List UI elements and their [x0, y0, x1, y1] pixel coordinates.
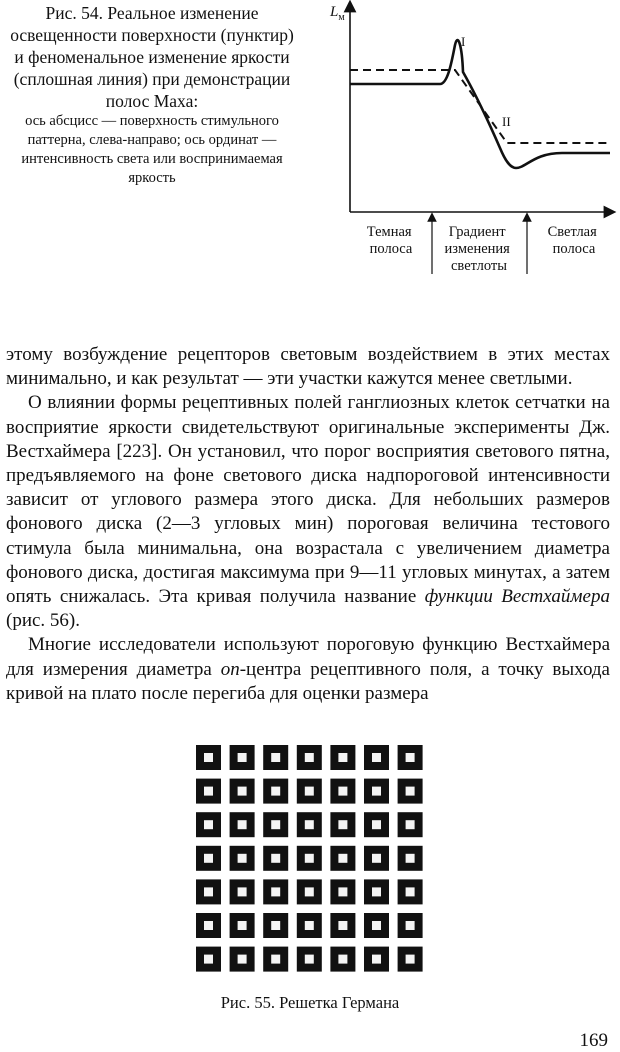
mach-bands-diagram: [300, 0, 620, 285]
grid-square: [263, 779, 288, 804]
y-axis-label: $L_м$: [330, 4, 345, 23]
region-label-dark: Темная полоса: [366, 224, 413, 257]
on-center-term: on: [220, 658, 240, 680]
curve-label-1: I: [461, 34, 466, 49]
grid-square: [230, 812, 255, 837]
westheimer-function-term: функции Вестхаймера: [424, 586, 610, 608]
grid-square: [398, 812, 423, 837]
grid-square: [330, 846, 355, 871]
grid-square: [297, 846, 322, 871]
region-label-gradient: Градиент изменения светлоты: [444, 224, 510, 274]
grid-square: [398, 745, 423, 770]
grid-square: [398, 779, 423, 804]
grid-square: [364, 879, 389, 904]
grid-square: [230, 745, 255, 770]
figure-54-caption-main: Рис. 54. Реальное изменение освещенности поверхности (пунктир) и феноменальное изменение яркости (сплошная линия) при демонстрации полос Маха:: [10, 3, 294, 111]
grid-square: [297, 779, 322, 804]
grid-square: [230, 879, 255, 904]
grid-square: [364, 745, 389, 770]
grid-square: [263, 913, 288, 938]
grid-square: [297, 913, 322, 938]
grid-square: [230, 913, 255, 938]
grid-square: [398, 879, 423, 904]
grid-square: [330, 812, 355, 837]
grid-square: [230, 947, 255, 972]
grid-square: [330, 947, 355, 972]
grid-square: [196, 812, 221, 837]
grid-square: [330, 879, 355, 904]
region-label-light: Светлая полоса: [547, 224, 597, 257]
grid-square: [196, 947, 221, 972]
figure-54-caption-sub: ось абсцисс — поверхность стимульного паттерна, слева-направо; ось ординат — интенсивность света или воспринимаемая яркость: [21, 113, 283, 186]
grid-square: [398, 913, 423, 938]
grid-square: [297, 812, 322, 837]
grid-square: [230, 846, 255, 871]
curve-label-2: II: [502, 114, 511, 129]
grid-square: [297, 879, 322, 904]
grid-square: [364, 846, 389, 871]
grid-square: [263, 812, 288, 837]
grid-square: [364, 913, 389, 938]
page-number: 169: [579, 1030, 608, 1051]
grid-square: [364, 812, 389, 837]
paragraph-2: О влиянии формы рецептивных полей ганглиозных клеток сетчатки на восприятие яркости свидетельствуют оригинальные эксперименты Дж. Вестхаймера [223]. Он установил, что порог восприятия светового пятна, предъявляемого на фоне светового диска надпороговой интенсивности зависит от углового размера этого диска. Для небольших размеров фонового диска (2—3 угловых мин) пороговая величина тестового стимула была минимальна, она возрастала с увеличением диаметра фонового диска, достигая максимума при 9—11 угловых минутах, а затем опять снижалась. Эта кривая получила название функции Вестхаймера (рис. 56).: [6, 392, 610, 632]
grid-square: [263, 879, 288, 904]
grid-square: [297, 947, 322, 972]
grid-square: [398, 846, 423, 871]
grid-square: [297, 745, 322, 770]
grid-square: [330, 913, 355, 938]
perceived-brightness-curve: [350, 40, 610, 168]
paragraph-1: этому возбуждение рецепторов световым воздействием в этих местах минимально, и как результат — эти участки кажутся менее светлыми.: [6, 344, 610, 390]
grid-square: [196, 745, 221, 770]
figure-55-caption: Рис. 55. Решетка Германа: [220, 993, 400, 1012]
grid-square: [196, 779, 221, 804]
grid-square: [263, 947, 288, 972]
grid-square: [330, 779, 355, 804]
grid-square: [364, 947, 389, 972]
grid-square: [196, 879, 221, 904]
grid-square: [364, 779, 389, 804]
grid-square: [196, 846, 221, 871]
grid-square: [196, 913, 221, 938]
grid-square: [230, 779, 255, 804]
grid-square: [330, 745, 355, 770]
figure-54-caption: [8, 2, 296, 188]
grid-square: [398, 947, 423, 972]
grid-square: [263, 745, 288, 770]
paragraph-3: Многие исследователи используют пороговую функцию Вестхаймера для измерения диаметра on-центра рецептивного поля, а точку выхода кривой на плато после перегиба для оценки размера: [6, 634, 610, 704]
grid-square: [263, 846, 288, 871]
body-text: [6, 343, 610, 706]
